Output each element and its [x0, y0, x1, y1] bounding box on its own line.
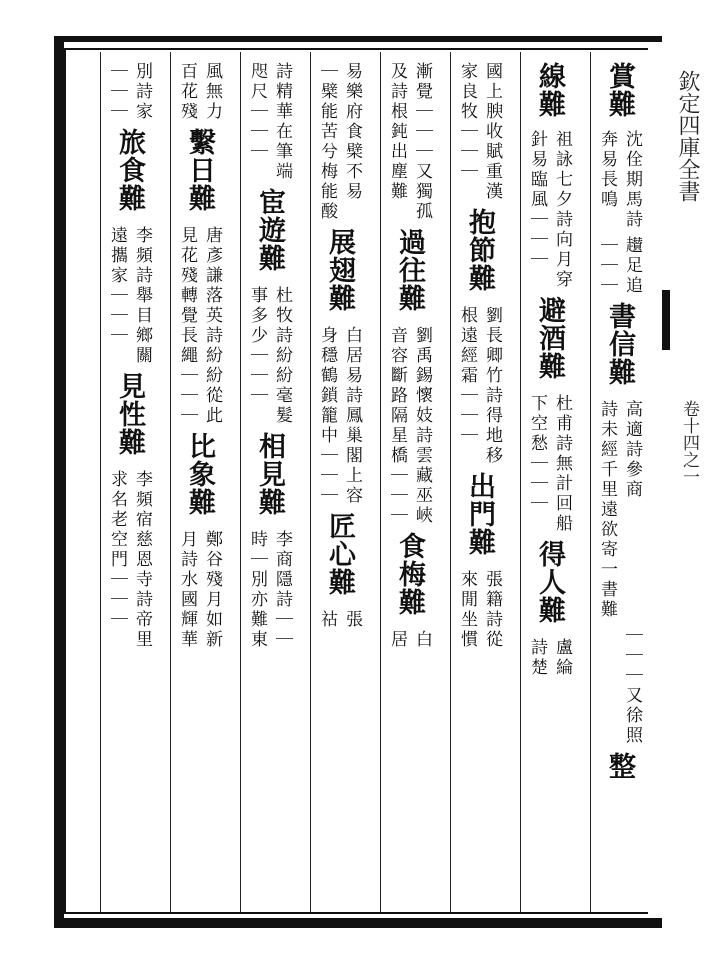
annotation-right-line: 李頻詩舉目鄉關 [132, 226, 152, 366]
annotation-right-line: 高適詩參商 [622, 400, 642, 500]
heading-term: 展翅難 [324, 228, 355, 312]
annotation-right-line: 漸覺｜｜｜又獨孤 [412, 62, 432, 222]
annotation-right-line: 李頻宿慈恩寺詩帝里 [132, 470, 152, 650]
annotation-right-line: 杜甫詩無計回船 [552, 394, 572, 534]
annotation-right-line: 白居易詩鳳巢閣上容 [342, 326, 362, 506]
heading-term: 繫日難 [184, 128, 215, 212]
heading-term: 出門難 [464, 472, 495, 556]
annotation-left-line: 來閒坐慣 [457, 570, 477, 650]
annotation-right-line: 風無力 [202, 62, 222, 122]
column-rule [590, 52, 591, 912]
annotation-left-line: 奔易長鳴 [597, 130, 617, 210]
margin-fish-tail [662, 290, 670, 350]
heading-term: 過往難 [394, 228, 425, 312]
heading-term: 抱節難 [464, 208, 495, 292]
heading-term: 得人難 [534, 540, 565, 624]
annotation-left-line: 居 [387, 630, 407, 650]
annotation-left-line: 詩楚 [527, 638, 547, 678]
annotation-left-line: 月詩水國輝華 [177, 530, 197, 650]
column-rule [310, 52, 311, 912]
heading-term: 旅食難 [114, 128, 145, 212]
annotation-left-line: 及詩根鈍出塵難 [387, 62, 407, 202]
heading-term: 避酒難 [534, 296, 565, 380]
heading-term: 書信難 [604, 302, 635, 386]
annotation-left-line: 事多少｜｜｜ [247, 286, 267, 406]
annotation-right-line: 詩精華在筆端 [272, 62, 292, 182]
heading-term: 宦遊難 [254, 188, 285, 272]
heading-term: 線難 [534, 62, 565, 118]
annotation-left-line: 祜 [317, 610, 337, 630]
annotation-right-line: 盧綸 [552, 638, 572, 678]
heading-term: 食梅難 [394, 532, 425, 616]
annotation-right-line: 沈佺期馬詩 [622, 130, 642, 230]
annotation-left-line: 時｜別亦難東 [247, 530, 267, 650]
margin-bottom-label: 卷十四之一 [679, 400, 699, 485]
annotation-left-line: 家良牧｜｜｜ [457, 62, 477, 182]
column-rule [240, 52, 241, 912]
annotation-right-line: 劉禹錫懷妓詩雲藏巫峽 [412, 326, 432, 526]
annotation-left-line: 身穩鶴鎖籠中｜｜｜ [317, 326, 337, 506]
annotation-left-line: 百花殘 [177, 62, 197, 122]
annotation-right-line: 別詩家 [132, 62, 152, 122]
annotation-left-line: 根遠經霜｜｜｜ [457, 306, 477, 446]
annotation-right-line: 鄭谷殘月如新 [202, 530, 222, 650]
column-rule [170, 52, 171, 912]
annotation-left-line: 求名老空門｜｜｜ [107, 470, 127, 630]
annotation-left-line: 針易臨風｜｜｜ [527, 130, 547, 270]
heading-term: 相見難 [254, 432, 285, 516]
heading-term: 賞難 [604, 62, 635, 118]
annotation-right-line: ｜｜｜又徐照 [622, 626, 642, 746]
annotation-left-line: 音容斷路隔星橋｜｜｜ [387, 326, 407, 526]
annotation-right-line: 白 [412, 630, 432, 650]
column-rule [380, 52, 381, 912]
column-rule [100, 52, 101, 912]
annotation-left-line: ｜｜｜ [597, 236, 617, 296]
annotation-right-line: 䟎足追 [622, 236, 642, 296]
annotation-right-line: 唐彥謙落英詩紛紛從此 [202, 226, 222, 426]
annotation-left-line: 遠攜家｜｜｜ [107, 226, 127, 346]
heading-term: 匠心難 [324, 512, 355, 596]
heading-term: 比象難 [184, 432, 215, 516]
column-rule [520, 52, 521, 912]
annotation-left-line: 下空愁｜｜｜ [527, 394, 547, 514]
annotation-right-line: 祖詠七夕詩向月穿 [552, 130, 572, 290]
annotation-right-line: 張籍詩從 [482, 570, 502, 650]
annotation-left-line: 見花殘轉覺長繩｜｜｜ [177, 226, 197, 426]
annotation-right-line: 劉長卿竹詩得地移 [482, 306, 502, 466]
margin-top-label: 欽定四庫全書 [675, 70, 700, 202]
heading-term: 見性難 [114, 372, 145, 456]
annotation-left-line: ｜｜｜ [107, 62, 127, 122]
heading-term: 整 [604, 752, 635, 780]
annotation-left-line: 咫尺｜｜｜ [247, 62, 267, 162]
annotation-right-line: 李商隱詩｜｜ [272, 530, 292, 650]
annotation-right-line: 張 [342, 610, 362, 630]
annotation-right-line: 杜牧詩紛紛毫髮 [272, 286, 292, 426]
annotation-left-line: 詩未經千里遠欲寄一書難 [597, 400, 617, 620]
column-rule [450, 52, 451, 912]
annotation-right-line: 國上腴收賦重漢 [482, 62, 502, 202]
annotation-right-line: 易樂府食檗不易 [342, 62, 362, 202]
annotation-left-line: ｜檗能苦兮梅能酸 [317, 62, 337, 222]
